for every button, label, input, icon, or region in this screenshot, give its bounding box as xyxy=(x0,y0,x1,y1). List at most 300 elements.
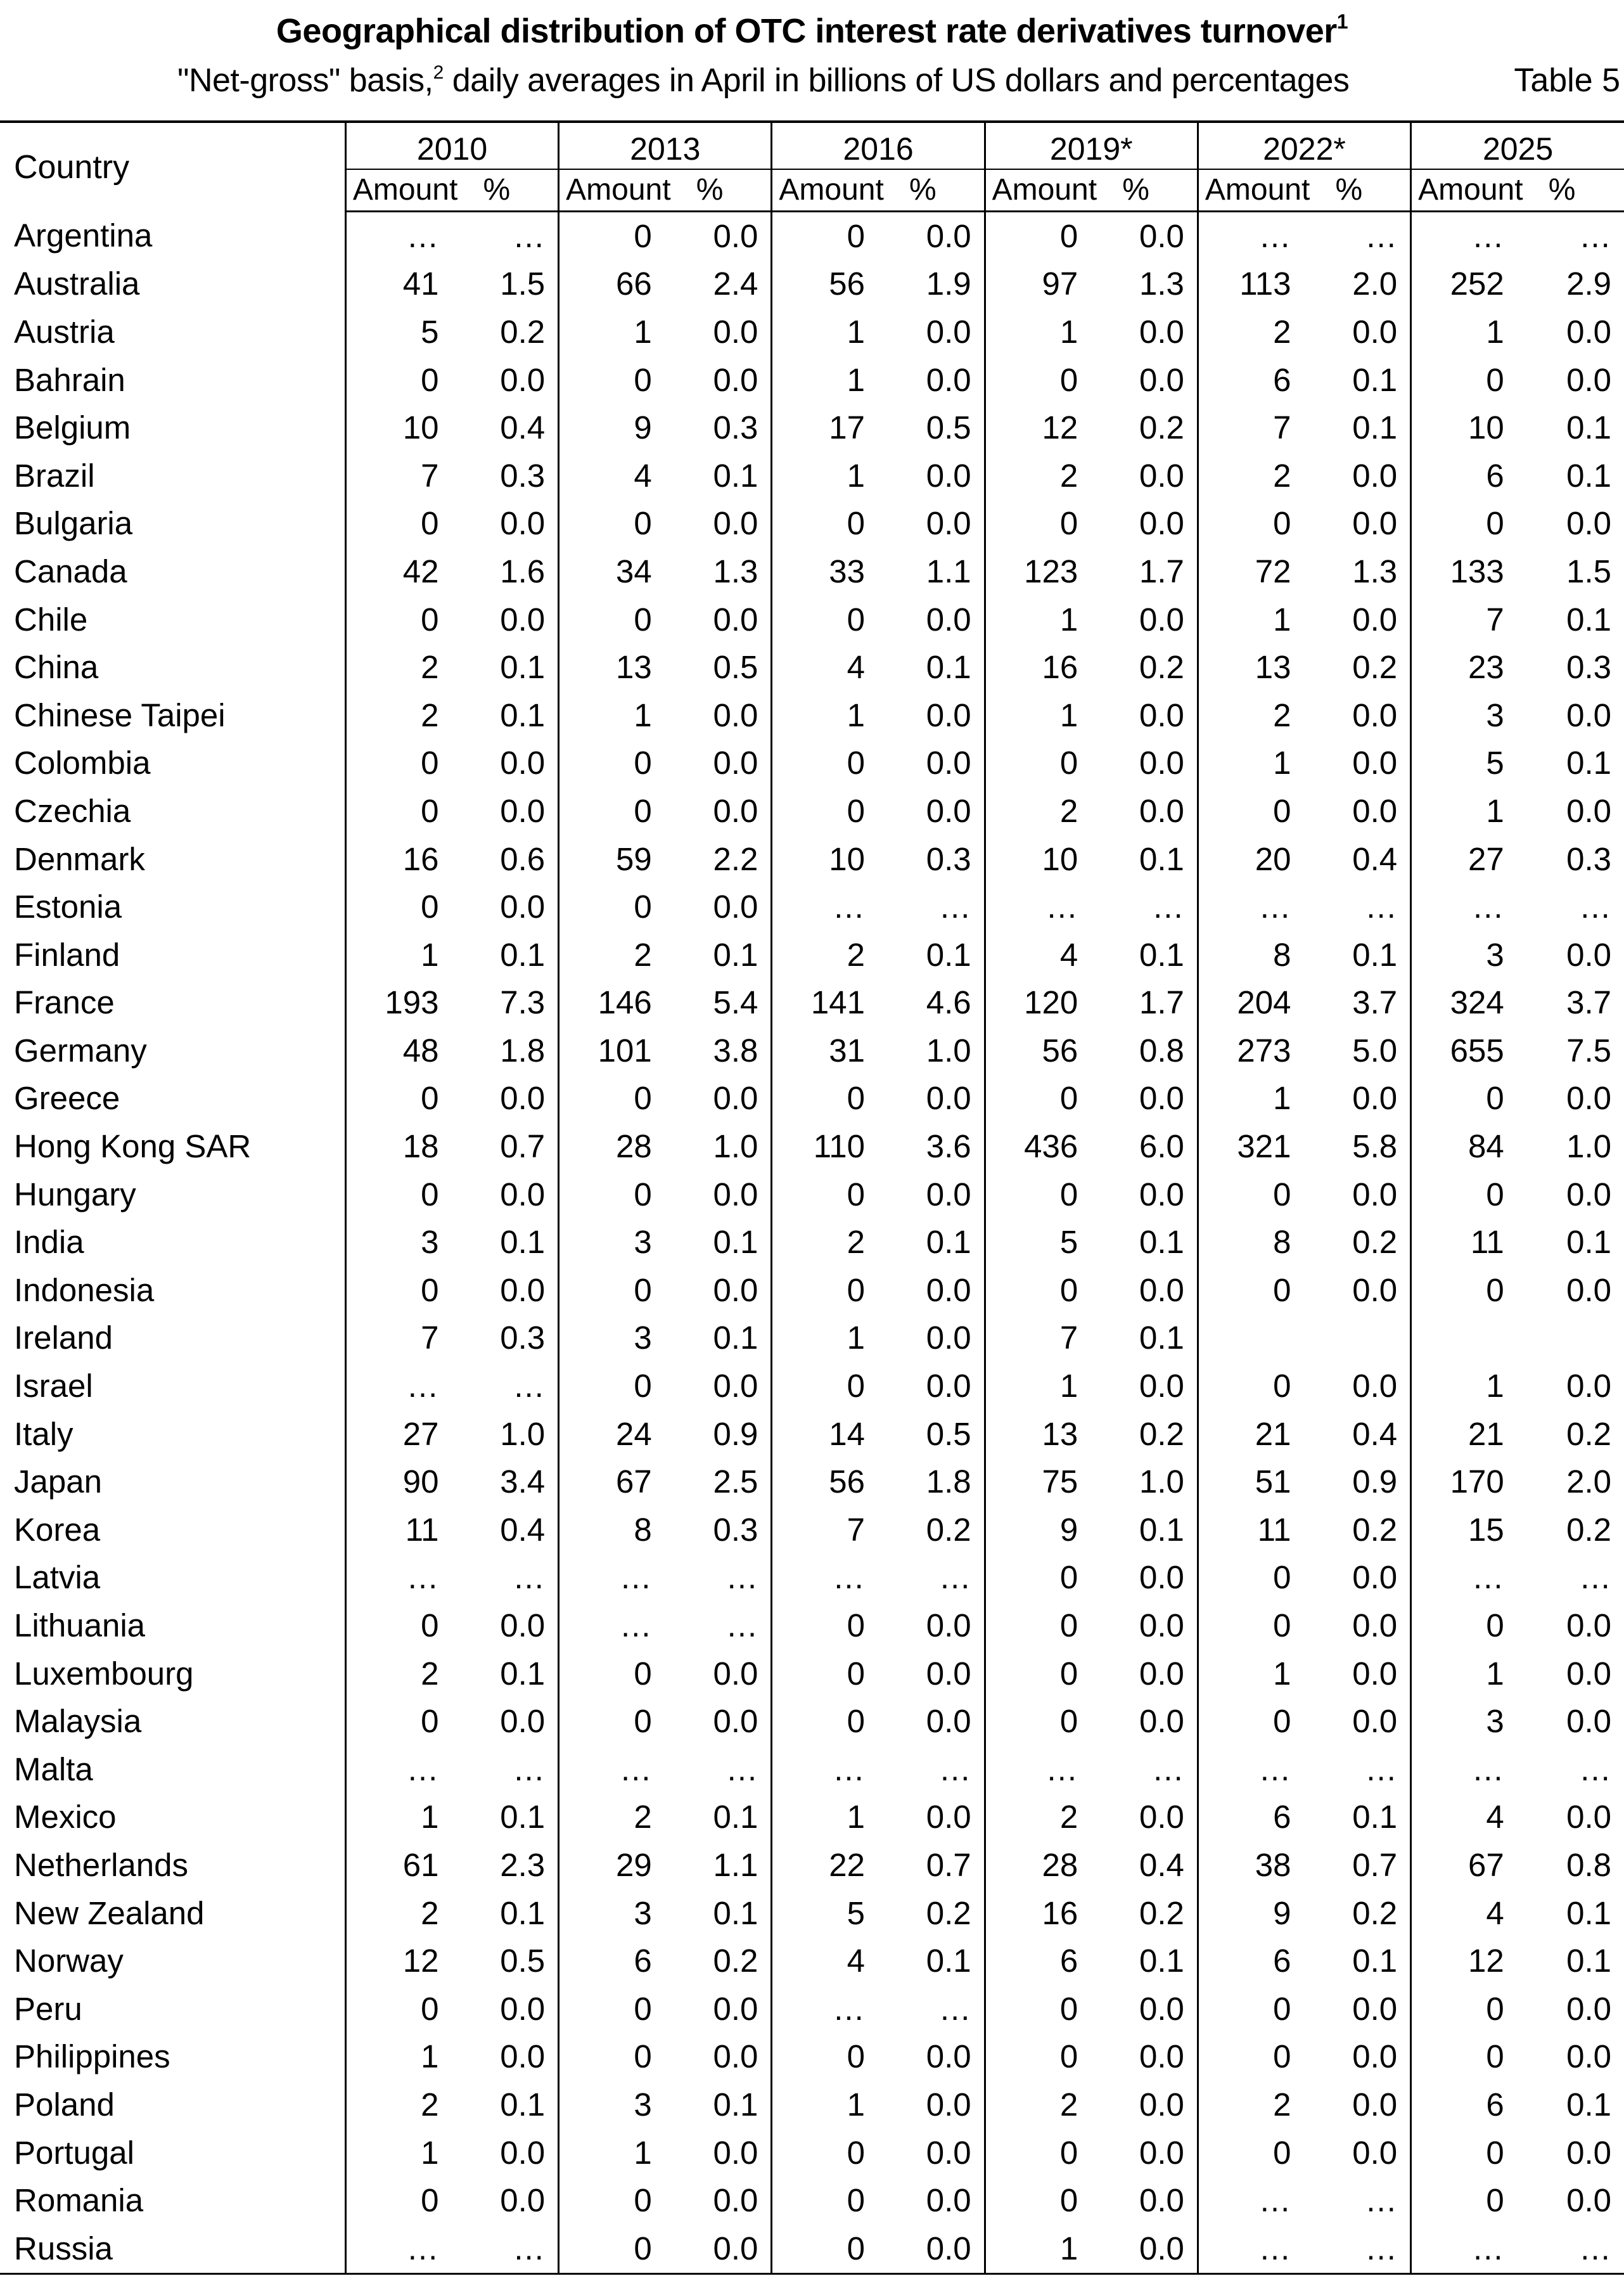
amount-cell: 21 xyxy=(1411,1410,1528,1458)
amount-cell: 1 xyxy=(985,308,1102,356)
percent-cell: 0.2 xyxy=(713,1943,758,1979)
amount-cell: 0 xyxy=(559,1697,676,1746)
amount-cell: 13 xyxy=(1198,643,1315,691)
percent-cell: … xyxy=(1151,889,1184,925)
country-cell: Hungary xyxy=(14,1176,136,1212)
percent-cell: … xyxy=(938,1559,971,1596)
amount-cell: … xyxy=(1411,883,1528,931)
percent-cell: 0.0 xyxy=(713,2134,758,2171)
amount-cell: 0 xyxy=(1411,1171,1528,1219)
title-footnote-marker: 1 xyxy=(1336,10,1348,33)
percent-cell: 0.2 xyxy=(1566,1511,1611,1548)
percent-cell: 0.0 xyxy=(1139,1559,1184,1596)
percent-cell: 0.0 xyxy=(1139,1271,1184,1308)
percent-cell: 0.1 xyxy=(500,697,546,733)
amount-cell: 0 xyxy=(345,2176,463,2225)
table-row xyxy=(0,2225,1624,2273)
amount-cell: 170 xyxy=(1411,1458,1528,1506)
amount-cell: 0 xyxy=(1198,2033,1315,2081)
amount-cell: 0 xyxy=(1411,1602,1528,1650)
percent-cell: 0.4 xyxy=(500,409,546,446)
amount-cell: 1 xyxy=(772,452,889,500)
amount-cell: … xyxy=(345,1746,463,1794)
amount-cell: 4 xyxy=(559,452,676,500)
percent-cell: 0.0 xyxy=(926,361,971,398)
percent-cell: 0.1 xyxy=(1566,1943,1611,1979)
percent-cell: 0.0 xyxy=(500,361,546,398)
amount-cell: 42 xyxy=(345,548,463,596)
percent-cell: 0.0 xyxy=(1352,1607,1398,1644)
percent-cell: … xyxy=(1579,1751,1611,1787)
table-row xyxy=(0,1554,1624,1602)
country-cell: Austria xyxy=(14,313,115,350)
percent-cell: 0.0 xyxy=(713,1368,758,1405)
amount-cell: 0 xyxy=(559,740,676,788)
country-cell: Germany xyxy=(14,1032,147,1069)
table-row xyxy=(0,1650,1624,1698)
amount-cell: 0 xyxy=(559,1362,676,1410)
amount-cell: 0 xyxy=(772,2033,889,2081)
amount-cell: 0 xyxy=(1198,1554,1315,1602)
amount-cell: … xyxy=(1198,2225,1315,2273)
percent-cell: 0.0 xyxy=(1139,1176,1184,1212)
percent-cell: 0.0 xyxy=(926,457,971,494)
amount-cell: 1 xyxy=(345,931,463,979)
amount-cell: 0 xyxy=(772,2225,889,2273)
amount-cell: 1 xyxy=(1198,740,1315,788)
percent-cell: 0.0 xyxy=(1352,505,1398,542)
percent-cell: 0.2 xyxy=(1352,1511,1398,1548)
country-cell: Denmark xyxy=(14,840,145,877)
amount-cell: 0 xyxy=(345,1602,463,1650)
percent-cell: … xyxy=(513,1559,546,1596)
amount-cell: 7 xyxy=(772,1506,889,1554)
percent-cell: 0.9 xyxy=(713,1415,758,1452)
percent-cell: 0.0 xyxy=(1352,2038,1398,2075)
amount-cell: 0 xyxy=(345,500,463,548)
percent-cell: 0.0 xyxy=(926,2038,971,2075)
percent-cell: 0.4 xyxy=(1352,1415,1398,1452)
percent-cell: 3.8 xyxy=(713,1032,758,1069)
percent-cell: 0.0 xyxy=(1139,1655,1184,1692)
percent-cell: 0.0 xyxy=(926,313,971,350)
amount-cell: 0 xyxy=(985,1171,1102,1219)
table-row xyxy=(0,1506,1624,1554)
percent-cell: 0.0 xyxy=(1566,1655,1611,1692)
country-cell: Malta xyxy=(14,1751,93,1787)
amount-cell: 0 xyxy=(345,740,463,788)
amount-cell: 16 xyxy=(345,835,463,884)
amount-cell: 0 xyxy=(1198,1602,1315,1650)
country-cell: Ireland xyxy=(14,1320,113,1356)
amount-cell: 0 xyxy=(772,500,889,548)
amount-cell: 1 xyxy=(559,308,676,356)
country-cell: Argentina xyxy=(14,217,153,254)
amount-cell: 23 xyxy=(1411,643,1528,691)
percent-cell: 0.1 xyxy=(1566,2086,1611,2123)
percent-cell: 7.3 xyxy=(500,984,546,1021)
percent-cell: 0.1 xyxy=(1139,1511,1184,1548)
percent-cell: 0.0 xyxy=(713,1703,758,1740)
percent-cell: 0.2 xyxy=(1352,649,1398,686)
percent-cell: … xyxy=(1365,2182,1398,2219)
percent-cell: … xyxy=(1365,889,1398,925)
year-header: 2013 xyxy=(559,122,772,169)
amount-cell: 141 xyxy=(772,979,889,1027)
percent-cell: 0.0 xyxy=(1566,361,1611,398)
percent-cell: 0.1 xyxy=(1566,601,1611,638)
amount-cell: 56 xyxy=(772,1458,889,1506)
percent-cell: 0.0 xyxy=(926,1176,971,1212)
amount-cell: 2 xyxy=(345,2081,463,2129)
percent-cell: 0.2 xyxy=(1139,409,1184,446)
amount-cell: 1 xyxy=(772,1794,889,1842)
percent-cell: 0.7 xyxy=(926,1846,971,1883)
table-row xyxy=(0,1218,1624,1266)
percent-cell: 0.2 xyxy=(1352,1894,1398,1931)
amount-cell: … xyxy=(345,1554,463,1602)
percent-cell: 0.0 xyxy=(500,2038,546,2075)
turnover-table xyxy=(0,120,1624,2275)
amount-cell: 34 xyxy=(559,548,676,596)
amount-cell: 1 xyxy=(985,691,1102,740)
amount-cell: 0 xyxy=(772,1602,889,1650)
amount-cell: … xyxy=(559,1554,676,1602)
percent-cell: … xyxy=(463,2225,559,2273)
table-row xyxy=(0,404,1624,452)
amount-cell: 22 xyxy=(772,1841,889,1889)
percent-cell: … xyxy=(1315,2225,1411,2273)
amount-cell: 1 xyxy=(772,691,889,740)
amount-cell: … xyxy=(772,1985,889,2033)
country-cell: Philippines xyxy=(14,2038,170,2075)
amount-cell: 10 xyxy=(772,835,889,884)
percent-cell: 0.1 xyxy=(713,1224,758,1261)
percent-cell: 0.1 xyxy=(1139,1224,1184,1261)
amount-cell: … xyxy=(985,1746,1102,1794)
amount-cell: 0 xyxy=(772,787,889,835)
percent-cell: 0.2 xyxy=(500,313,546,350)
amount-cell: 4 xyxy=(985,931,1102,979)
table-row xyxy=(0,500,1624,548)
amount-cell: … xyxy=(345,212,463,260)
amount-cell: 11 xyxy=(345,1506,463,1554)
percent-cell: 0.1 xyxy=(713,1320,758,1356)
country-cell: Poland xyxy=(14,2086,115,2123)
percent-cell: 0.1 xyxy=(1352,1799,1398,1836)
amount-cell: 1 xyxy=(772,308,889,356)
percent-cell: 1.8 xyxy=(926,1463,971,1500)
amount-cell: 3 xyxy=(559,1218,676,1266)
table-row xyxy=(0,548,1624,596)
percent-cell: 0.0 xyxy=(1139,457,1184,494)
amount-cell: 2 xyxy=(1198,691,1315,740)
percent-cell: 0.0 xyxy=(1139,601,1184,638)
percent-cell: 0.0 xyxy=(1352,697,1398,733)
percent-cell: 0.0 xyxy=(1566,1703,1611,1740)
amount-cell: 6 xyxy=(985,1937,1102,1985)
amount-cell: 1 xyxy=(1198,1650,1315,1698)
percent-cell: 0.0 xyxy=(500,792,546,829)
amount-cell: 6 xyxy=(1198,356,1315,404)
amount-cell: 2 xyxy=(985,452,1102,500)
table-row xyxy=(0,2081,1624,2129)
amount-cell: 0 xyxy=(345,1985,463,2033)
table-row xyxy=(0,1458,1624,1506)
country-cell: Greece xyxy=(14,1080,120,1117)
country-cell: Czechia xyxy=(14,792,131,829)
amount-cell: 6 xyxy=(1411,2081,1528,2129)
amount-cell: 2 xyxy=(1198,452,1315,500)
amount-cell: 5 xyxy=(1411,740,1528,788)
amount-cell: 0 xyxy=(985,740,1102,788)
amount-subheader: Amount xyxy=(772,169,889,212)
percent-cell: 2.2 xyxy=(713,840,758,877)
country-cell: Israel xyxy=(14,1368,93,1405)
percent-cell: 0.0 xyxy=(926,2134,971,2171)
percent-cell: 0.0 xyxy=(713,601,758,638)
percent-cell: 0.0 xyxy=(926,697,971,733)
amount-subheader: Amount xyxy=(345,169,463,212)
percent-cell: 5.0 xyxy=(1352,1032,1398,1069)
percent-cell: 0.1 xyxy=(713,936,758,973)
amount-cell: 61 xyxy=(345,1841,463,1889)
percent-cell: 0.0 xyxy=(713,792,758,829)
percent-cell: 0.7 xyxy=(500,1128,546,1165)
amount-cell: … xyxy=(559,1746,676,1794)
percent-cell: 0.1 xyxy=(1352,409,1398,446)
percent-cell: 0.2 xyxy=(1139,1415,1184,1452)
percent-cell: 0.5 xyxy=(926,409,971,446)
country-cell: Chile xyxy=(14,601,88,638)
amount-cell: 0 xyxy=(772,1266,889,1315)
amount-cell: 27 xyxy=(345,1410,463,1458)
table-row xyxy=(0,1937,1624,1985)
percent-cell: 0.1 xyxy=(1352,936,1398,973)
country-cell: France xyxy=(14,984,115,1021)
percent-cell: 0.0 xyxy=(1566,1607,1611,1644)
amount-cell: 0 xyxy=(559,883,676,931)
amount-cell: 0 xyxy=(1198,1362,1315,1410)
percent-cell: 1.3 xyxy=(1352,553,1398,589)
percent-cell: … xyxy=(938,889,971,925)
percent-cell: 0.0 xyxy=(926,1655,971,1692)
percent-subheader: % xyxy=(889,169,985,212)
amount-cell: 0 xyxy=(985,1602,1102,1650)
amount-cell: 0 xyxy=(559,356,676,404)
amount-cell: 59 xyxy=(559,835,676,884)
table-row xyxy=(0,883,1624,931)
year-header: 2022* xyxy=(1198,122,1410,169)
amount-cell: 0 xyxy=(1411,500,1528,548)
amount-cell: 13 xyxy=(559,643,676,691)
amount-cell: 0 xyxy=(985,1650,1102,1698)
amount-cell: 8 xyxy=(559,1506,676,1554)
percent-cell: 0.0 xyxy=(500,505,546,542)
amount-cell: 0 xyxy=(345,1075,463,1123)
amount-cell: 56 xyxy=(772,260,889,309)
percent-cell: 0.0 xyxy=(1566,313,1611,350)
percent-cell: 0.2 xyxy=(926,1511,971,1548)
percent-cell: 2.9 xyxy=(1566,266,1611,302)
percent-cell: 0.0 xyxy=(713,1176,758,1212)
percent-cell: 3.7 xyxy=(1566,984,1611,1021)
percent-cell: 0.1 xyxy=(1139,936,1184,973)
percent-cell: 0.1 xyxy=(1566,409,1611,446)
percent-cell: 0.0 xyxy=(1352,601,1398,638)
percent-cell: 0.0 xyxy=(1139,1799,1184,1836)
percent-cell: 0.0 xyxy=(1352,1703,1398,1740)
amount-cell: 3 xyxy=(559,1315,676,1363)
amount-cell: 101 xyxy=(559,1027,676,1075)
amount-cell: 38 xyxy=(1198,1841,1315,1889)
country-cell: Norway xyxy=(14,1943,124,1979)
amount-cell: 0 xyxy=(1198,2129,1315,2177)
country-column-header: Country xyxy=(14,148,130,186)
percent-cell: 0.0 xyxy=(1352,2134,1398,2171)
amount-cell: 1 xyxy=(1411,1362,1528,1410)
amount-cell: 0 xyxy=(559,1075,676,1123)
amount-cell: 2 xyxy=(1198,2081,1315,2129)
amount-cell: 11 xyxy=(1198,1506,1315,1554)
amount-cell: … xyxy=(1198,212,1315,260)
percent-cell: … xyxy=(513,217,546,254)
amount-cell: … xyxy=(985,883,1102,931)
percent-cell: 0.1 xyxy=(713,2086,758,2123)
amount-cell: 4 xyxy=(772,1937,889,1985)
amount-cell: 0 xyxy=(985,1985,1102,2033)
percent-cell: 0.1 xyxy=(1352,361,1398,398)
percent-cell: 0.0 xyxy=(713,889,758,925)
year-header: 2025 xyxy=(1411,122,1624,169)
amount-cell: 0 xyxy=(345,596,463,644)
country-cell: Estonia xyxy=(14,889,122,925)
table-row xyxy=(0,2033,1624,2081)
percent-cell: 3.7 xyxy=(1352,984,1398,1021)
amount-cell: 273 xyxy=(1198,1027,1315,1075)
country-cell: Italy xyxy=(14,1415,74,1452)
amount-cell: 0 xyxy=(985,2033,1102,2081)
percent-cell: 0.3 xyxy=(1566,840,1611,877)
percent-cell: 0.0 xyxy=(926,1320,971,1356)
country-cell: Latvia xyxy=(14,1559,101,1596)
amount-cell: 113 xyxy=(1198,260,1315,309)
percent-cell: 0.0 xyxy=(926,745,971,781)
amount-subheader: Amount xyxy=(985,169,1102,212)
percent-cell: 0.0 xyxy=(1139,217,1184,254)
amount-cell: 0 xyxy=(772,2129,889,2177)
amount-cell: 16 xyxy=(985,643,1102,691)
percent-cell: 0.5 xyxy=(500,1943,546,1979)
percent-cell: 0.0 xyxy=(713,2038,758,2075)
percent-cell: 0.0 xyxy=(926,505,971,542)
percent-cell: 0.1 xyxy=(500,1655,546,1692)
amount-cell: 252 xyxy=(1411,260,1528,309)
amount-cell: 0 xyxy=(772,1171,889,1219)
amount-cell: 0 xyxy=(985,1554,1102,1602)
amount-cell: 12 xyxy=(345,1937,463,1985)
percent-cell: 0.0 xyxy=(500,1176,546,1212)
table-row xyxy=(0,691,1624,740)
amount-cell: 146 xyxy=(559,979,676,1027)
percent-cell: 0.0 xyxy=(1352,1655,1398,1692)
percent-cell: 0.3 xyxy=(926,840,971,877)
amount-cell: 1 xyxy=(1411,787,1528,835)
country-cell: Australia xyxy=(14,266,140,302)
amount-cell: 0 xyxy=(772,740,889,788)
table-title-text: Geographical distribution of OTC interest rate derivatives turnover xyxy=(276,12,1337,50)
amount-cell: 0 xyxy=(559,1985,676,2033)
table-row xyxy=(0,2129,1624,2177)
percent-cell: 1.7 xyxy=(1139,984,1184,1021)
amount-cell: 324 xyxy=(1411,979,1528,1027)
amount-cell: 1 xyxy=(772,356,889,404)
amount-cell: 2 xyxy=(1198,308,1315,356)
year-header-row xyxy=(0,122,1624,169)
amount-cell: 0 xyxy=(1411,2129,1528,2177)
percent-cell: 0.4 xyxy=(1352,840,1398,877)
amount-cell: 1 xyxy=(1411,1650,1528,1698)
percent-cell: 3.6 xyxy=(926,1128,971,1165)
table-row xyxy=(0,1985,1624,2033)
percent-cell: 0.0 xyxy=(713,505,758,542)
table-row xyxy=(0,1027,1624,1075)
percent-cell: 0.1 xyxy=(713,457,758,494)
amount-cell: 0 xyxy=(559,2033,676,2081)
amount-cell: 3 xyxy=(1411,1697,1528,1746)
country-cell: Malaysia xyxy=(14,1703,142,1740)
percent-cell: 0.0 xyxy=(889,2225,985,2273)
percent-cell: 0.1 xyxy=(1139,1943,1184,1979)
amount-cell: 28 xyxy=(985,1841,1102,1889)
amount-cell: 2 xyxy=(345,643,463,691)
percent-cell: 1.3 xyxy=(713,553,758,589)
percent-cell: 0.5 xyxy=(713,649,758,686)
amount-cell: … xyxy=(772,1554,889,1602)
table-row xyxy=(0,1075,1624,1123)
table-row xyxy=(0,740,1624,788)
percent-cell: … xyxy=(1579,217,1611,254)
amount-cell: 2 xyxy=(345,691,463,740)
percent-cell: 0.0 xyxy=(713,1990,758,2027)
amount-cell: 84 xyxy=(1411,1122,1528,1171)
amount-cell: 4 xyxy=(1411,1889,1528,1938)
table-row xyxy=(0,356,1624,404)
amount-cell: 6 xyxy=(1198,1794,1315,1842)
country-cell: New Zealand xyxy=(14,1894,205,1931)
percent-cell: 0.0 xyxy=(926,792,971,829)
amount-cell: 0 xyxy=(772,1075,889,1123)
amount-cell: 0 xyxy=(345,1266,463,1315)
amount-cell: 18 xyxy=(345,1122,463,1171)
percent-cell: 0.0 xyxy=(500,2182,546,2219)
percent-cell: 1.0 xyxy=(1139,1463,1184,1500)
country-cell: Peru xyxy=(14,1990,82,2027)
percent-cell: 0.6 xyxy=(500,840,546,877)
amount-cell: 17 xyxy=(772,404,889,452)
country-cell: India xyxy=(14,1224,84,1261)
amount-cell: 0 xyxy=(559,2225,676,2273)
percent-cell: 2.4 xyxy=(713,266,758,302)
amount-cell: 0 xyxy=(1198,500,1315,548)
percent-subheader: % xyxy=(676,169,772,212)
amount-cell: … xyxy=(1198,1746,1315,1794)
percent-cell: 0.0 xyxy=(926,1703,971,1740)
table-row xyxy=(0,596,1624,644)
amount-cell: 0 xyxy=(985,1075,1102,1123)
country-cell: Brazil xyxy=(14,457,95,494)
percent-cell: 0.0 xyxy=(1352,1271,1398,1308)
